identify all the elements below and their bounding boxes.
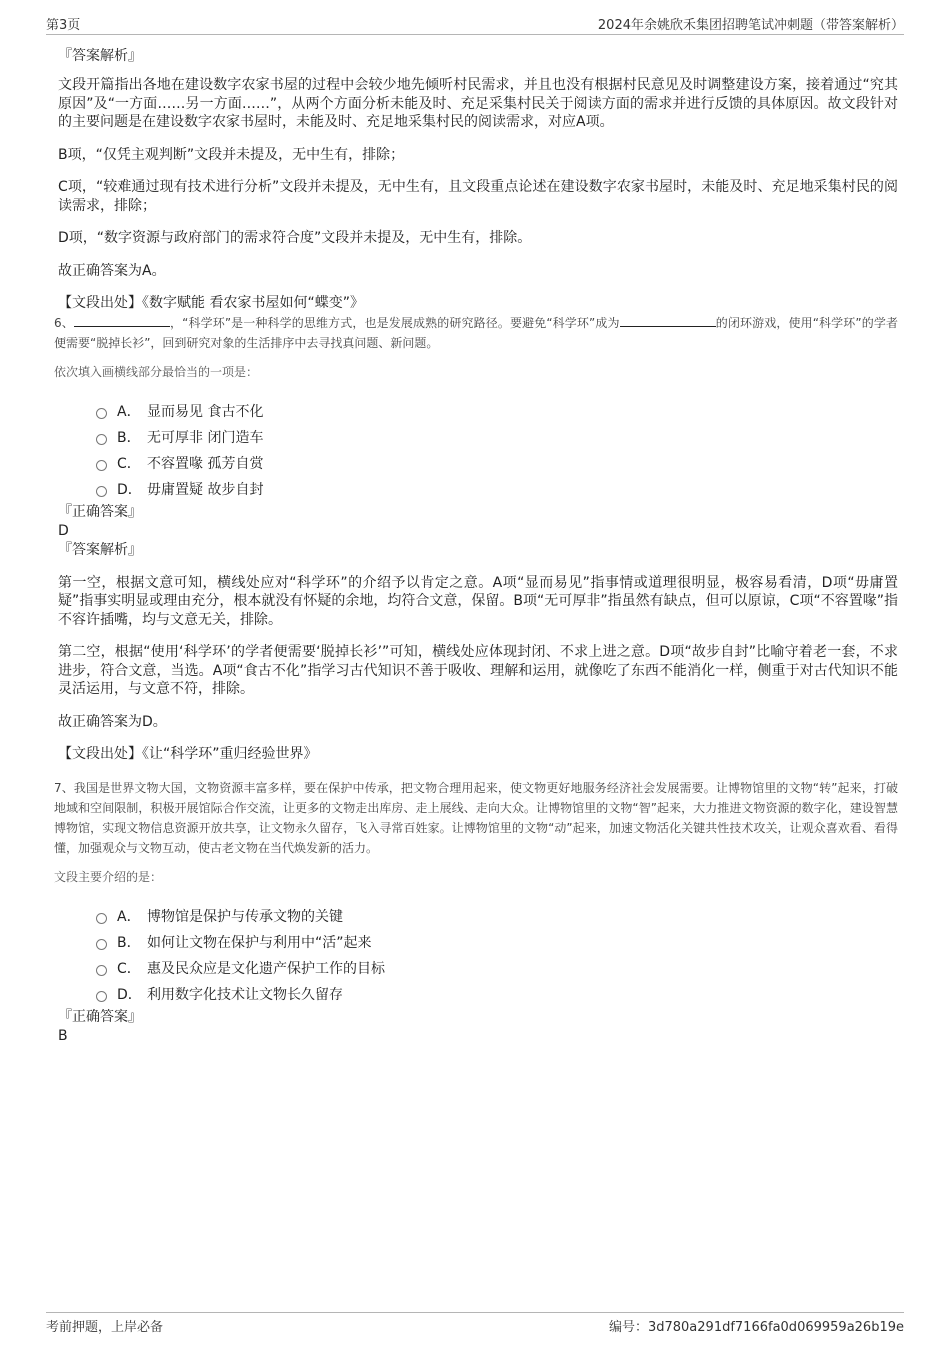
question-7-prompt: 文段主要介绍的是： <box>54 869 163 884</box>
analysis-label: 『答案解析』 <box>58 48 142 64</box>
analysis-paragraph: B项，“仅凭主观判断”文段并未提及，无中生有，排除； <box>58 146 405 163</box>
analysis-conclusion: 故正确答案为A。 <box>58 262 166 279</box>
option-a[interactable]: A． 博物馆是保护与传承文物的关键 <box>96 904 898 930</box>
analysis-paragraph: D项，“数字资源与政府部门的需求符合度”文段并未提及，无中生有，排除。 <box>58 230 532 246</box>
option-d[interactable]: D． 利用数字化技术让文物长久留存 <box>96 982 898 1008</box>
option-b[interactable]: B． 如何让文物在保护与利用中“活”起来 <box>96 930 898 956</box>
correct-answer: B <box>58 1027 68 1044</box>
radio-button[interactable] <box>96 434 107 445</box>
option-b[interactable]: B． 无可厚非 闭门造车 <box>96 425 898 451</box>
analysis-paragraph: 第一空，根据文意可知，横线处应对“科学环”的介绍予以肯定之意。A项“显而易见”指事情或道理很明显，极容易看清，D项“毋庸置疑”指事实明显或理由充分，根本就没有怀疑的余地，均符合文意，保留。B项“无可厚非”指虽然有缺点，但可以原谅，C项“不容置喙”指不容许插嘴，均与文意无关，排除。 <box>58 574 898 628</box>
document-code: 编号：3d780a291df7166fa0d069959a26b19e <box>608 1320 904 1335</box>
radio-button[interactable] <box>96 991 107 1002</box>
analysis-paragraph: 文段开篇指出各地在建设数字农家书屋的过程中会较少地先倾听村民需求，并且也没有根据村民意见及时调整建设方案，接着通过“究其原因”及“一方面……另一方面……”，从两个方面分析未能及时、充足采集村民关于阅读方面的需求并进行反馈的具体原因。故文段针对的主要问题是在建设数字农家书屋时，未能及时、充足地采集村民的阅读需求，对应A项。 <box>58 77 898 130</box>
analysis-paragraph: 第二空，根据“使用‘科学环’的学者便需要‘脱掉长衫’”可知，横线处应体现封闭、不求上进之意。D项“故步自封”比喻守着老一套，不求进步，符合文意，当选。A项“食古不化”指学习古代知识不善于吸收、理解和运用，就像吃了东西不能消化一样，侧重于对古代知识不能灵活运用，与文意不符，排除。 <box>58 644 898 697</box>
page-footer <box>46 1312 904 1335</box>
option-a[interactable]: A． 显而易见 食古不化 <box>96 399 898 425</box>
question-6-options <box>96 399 898 503</box>
analysis-paragraph: C项，“较难通过现有技术进行分析”文段并未提及，无中生有，且文段重点论述在建设数字农家书屋时，未能及时、充足地采集村民的阅读需求，排除； <box>58 179 898 214</box>
question-7-stem: 7、我国是世界文物大国，文物资源丰富多样，要在保护中传承，把文物合理用起来，使文物更好地服务经济社会发展需要。让博物馆里的文物“转”起来，打破地域和空间限制，积极开展馆际合作交流，让更多的文物走出库房、走上展线、走向大众。让博物馆里的文物“智”起来，大力推进文物资源的数字化，建设智慧博物馆，实现文物信息资源开放共享，让文物永久留存，飞入寻常百姓家。让博物馆里的文物“动”起来，加速文物活化关键共性技术攻关，让观众喜欢看、看得懂，加强观众与文物互动，使古老文物在当代焕发新的活力。 <box>54 780 898 855</box>
option-c[interactable]: C． 不容置喙 孤芳自赏 <box>96 451 898 477</box>
document-title: 2024年余姚欣禾集团招聘笔试冲刺题（带答案解析） <box>597 18 904 33</box>
source-citation: 【文段出处】《数字赋能 看农家书屋如何“蝶变”》 <box>58 295 364 311</box>
option-c[interactable]: C． 惠及民众应是文化遗产保护工作的目标 <box>96 956 898 982</box>
radio-button[interactable] <box>96 965 107 976</box>
question-6-stem: 6、 ，“科学环”是一种科学的思维方式，也是发展成熟的研究路径。要避免“科学环”成为 的闭环游戏，使用“科学环”的学者便需要“脱掉长衫”，回到研究对象的生活排序中去寻找真问题、新问题。 <box>54 315 899 350</box>
question-6-prompt: 依次填入画横线部分最恰当的一项是： <box>54 364 259 379</box>
analysis-conclusion: 故正确答案为D。 <box>58 713 167 730</box>
footer-slogan: 考前押题，上岸必备 <box>46 1320 164 1335</box>
fill-blank <box>74 314 170 327</box>
fill-blank <box>620 314 716 327</box>
source-citation: 【文段出处】《让“科学环”重归经验世界》 <box>58 746 318 762</box>
radio-button[interactable] <box>96 460 107 471</box>
correct-answer: D <box>58 522 69 539</box>
page-number: 第3页 <box>46 18 81 33</box>
radio-button[interactable] <box>96 913 107 924</box>
radio-button[interactable] <box>96 486 107 497</box>
question-7-options <box>96 904 898 1008</box>
radio-button[interactable] <box>96 408 107 419</box>
option-d[interactable]: D． 毋庸置疑 故步自封 <box>96 477 898 503</box>
analysis-label: 『答案解析』 <box>58 541 142 558</box>
correct-answer-label: 『正确答案』 <box>58 1008 142 1025</box>
radio-button[interactable] <box>96 939 107 950</box>
page-content <box>54 46 899 1046</box>
correct-answer-label: 『正确答案』 <box>58 503 142 520</box>
question-number: 6、 <box>54 315 74 330</box>
page-header <box>46 14 904 35</box>
